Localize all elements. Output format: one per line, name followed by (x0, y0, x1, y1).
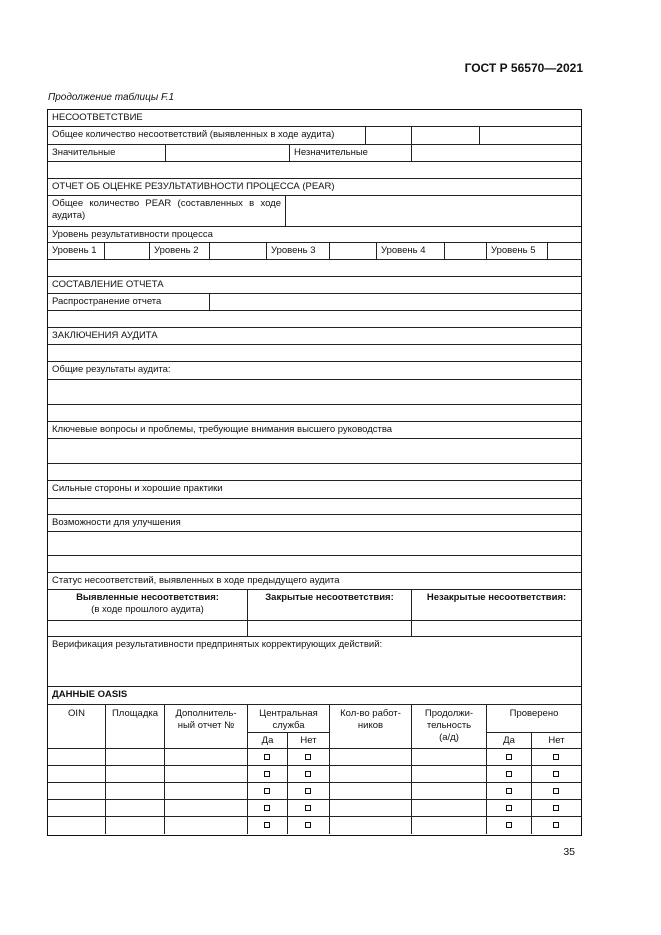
open-nc-value[interactable] (412, 621, 581, 637)
report-distribution-label: Распространение отчета (48, 294, 210, 311)
oasis-cell-verified-yes (487, 766, 532, 783)
checkbox-central-yes[interactable] (264, 822, 270, 828)
oasis-cell-employees[interactable] (330, 817, 412, 834)
level-2-label: Уровень 2 (150, 243, 210, 260)
level-1-value[interactable] (105, 243, 150, 260)
oasis-cell-central-no (288, 800, 330, 817)
checkbox-central-yes[interactable] (264, 805, 270, 811)
oasis-cell-duration[interactable] (412, 749, 487, 766)
checkbox-verified-yes[interactable] (506, 822, 512, 828)
major-nonconformity-label: Значительные (48, 145, 166, 162)
oasis-cell-central-no (288, 766, 330, 783)
closed-nc-header: Закрытые несоответствия: (248, 590, 412, 621)
blank-row (48, 345, 581, 362)
conclusions-heading: ЗАКЛЮЧЕНИЯ АУДИТА (48, 328, 581, 345)
identified-nc-label: Выявленные несоответствия: (76, 592, 219, 603)
oasis-cell-verified-yes (487, 817, 532, 834)
identified-nc-value[interactable] (48, 621, 248, 637)
reporting-heading: СОСТАВЛЕНИЕ ОТЧЕТА (48, 277, 581, 294)
checkbox-verified-no[interactable] (553, 754, 559, 760)
oasis-cell-verified-yes (487, 749, 532, 766)
checkbox-verified-no[interactable] (553, 771, 559, 777)
nonconformity-total-cell-3[interactable] (480, 127, 581, 145)
oasis-cell-duration[interactable] (412, 800, 487, 817)
oasis-cell-oin[interactable] (48, 783, 106, 800)
oasis-cell-employees[interactable] (330, 800, 412, 817)
report-distribution-value[interactable] (210, 294, 581, 311)
closed-nc-value[interactable] (248, 621, 412, 637)
level-3-value[interactable] (330, 243, 377, 260)
level-5-value[interactable] (548, 243, 581, 260)
checkbox-central-no[interactable] (305, 788, 311, 794)
minor-nonconformity-label: Незначительные (290, 145, 412, 162)
pear-heading: ОТЧЕТ ОБ ОЦЕНКЕ РЕЗУЛЬТАТИВНОСТИ ПРОЦЕССА (PEAR) (48, 179, 581, 196)
opportunities-field[interactable] (48, 532, 581, 556)
blank-row (48, 311, 581, 328)
oasis-cell-additional-report[interactable] (165, 800, 248, 817)
oasis-cell-site[interactable] (106, 749, 165, 766)
page-number: 35 (563, 846, 575, 858)
checkbox-central-yes[interactable] (264, 788, 270, 794)
document-standard-number: ГОСТ Р 56570—2021 (464, 61, 583, 75)
oasis-cell-site[interactable] (106, 817, 165, 834)
oasis-cell-duration[interactable] (412, 766, 487, 783)
checkbox-central-no[interactable] (305, 771, 311, 777)
overall-results-label: Общие результаты аудита: (48, 362, 581, 380)
oasis-cell-central-yes (248, 783, 288, 800)
col-central-function-header: Центральная служба (248, 705, 330, 733)
col-oin-header: OIN (48, 705, 106, 749)
checkbox-central-no[interactable] (305, 805, 311, 811)
ca-verification-field[interactable] (48, 637, 581, 687)
nonconformity-heading: НЕСООТВЕТСТВИЕ (48, 110, 581, 127)
key-issues-label: Ключевые вопросы и проблемы, требующие внимания высшего руководства (48, 422, 581, 439)
col-central-no-header: Нет (288, 733, 330, 749)
col-verified-yes-header: Да (487, 733, 532, 749)
level-3-label: Уровень 3 (267, 243, 330, 260)
col-duration-header: Продолжи-тельность (а/д) (412, 705, 487, 749)
level-2-value[interactable] (210, 243, 267, 260)
oasis-cell-central-no (288, 783, 330, 800)
checkbox-verified-no[interactable] (553, 822, 559, 828)
checkbox-central-no[interactable] (305, 822, 311, 828)
oasis-cell-site[interactable] (106, 766, 165, 783)
oasis-cell-verified-no (532, 749, 581, 766)
oasis-cell-verified-no (532, 817, 581, 834)
pear-total-value[interactable] (286, 196, 581, 227)
oasis-cell-central-yes (248, 817, 288, 834)
oasis-cell-oin[interactable] (48, 749, 106, 766)
key-issues-field[interactable] (48, 439, 581, 464)
identified-nc-note: (в ходе прошлого аудита) (91, 604, 204, 615)
col-additional-report-header: Дополнитель-ный отчет № (165, 705, 248, 749)
nonconformity-total-cell-2[interactable] (412, 127, 480, 145)
oasis-cell-additional-report[interactable] (165, 749, 248, 766)
level-4-label: Уровень 4 (377, 243, 445, 260)
ca-verification-label: Верификация результативности предпринятых корректирующих действий: (52, 639, 383, 650)
strengths-label: Сильные стороны и хорошие практики (48, 481, 581, 499)
major-nonconformity-value[interactable] (166, 145, 290, 162)
opportunities-label: Возможности для улучшения (48, 515, 581, 532)
checkbox-central-yes[interactable] (264, 771, 270, 777)
level-1-label: Уровень 1 (48, 243, 105, 260)
oasis-cell-site[interactable] (106, 783, 165, 800)
checkbox-verified-no[interactable] (553, 788, 559, 794)
open-nc-header: Незакрытые несоответствия: (412, 590, 581, 621)
col-central-yes-header: Да (248, 733, 288, 749)
oasis-cell-additional-report[interactable] (165, 817, 248, 834)
oasis-cell-employees[interactable] (330, 783, 412, 800)
oasis-cell-duration[interactable] (412, 783, 487, 800)
audit-report-table (47, 109, 582, 836)
oasis-cell-additional-report[interactable] (165, 766, 248, 783)
oasis-cell-central-no (288, 817, 330, 834)
oasis-cell-additional-report[interactable] (165, 783, 248, 800)
oasis-cell-oin[interactable] (48, 766, 106, 783)
previous-nc-status-label: Статус несоответствий, выявленных в ходе предыдущего аудита (48, 573, 581, 590)
checkbox-verified-yes[interactable] (506, 754, 512, 760)
col-site-header: Площадка (106, 705, 165, 749)
oasis-cell-central-no (288, 749, 330, 766)
level-5-label: Уровень 5 (487, 243, 548, 260)
oasis-cell-central-yes (248, 800, 288, 817)
checkbox-verified-yes[interactable] (506, 771, 512, 777)
level-4-value[interactable] (445, 243, 487, 260)
col-verified-no-header: Нет (532, 733, 581, 749)
checkbox-verified-yes[interactable] (506, 788, 512, 794)
oasis-cell-verified-yes (487, 800, 532, 817)
checkbox-central-no[interactable] (305, 754, 311, 760)
pear-level-heading: Уровень результативности процесса (48, 227, 581, 243)
checkbox-verified-yes[interactable] (506, 805, 512, 811)
blank-row (48, 260, 581, 277)
oasis-cell-verified-yes (487, 783, 532, 800)
blank-row (48, 162, 581, 179)
oasis-heading: ДАННЫЕ OASIS (48, 687, 581, 705)
oasis-cell-employees[interactable] (330, 749, 412, 766)
oasis-cell-verified-no (532, 783, 581, 800)
minor-nonconformity-value[interactable] (412, 145, 581, 162)
col-employees-header: Кол-во работ-ников (330, 705, 412, 749)
pear-total-label: Общее количество PEAR (составленных в ходе аудита) (48, 196, 286, 227)
key-issues-field-2[interactable] (48, 464, 581, 481)
oasis-cell-oin[interactable] (48, 800, 106, 817)
oasis-cell-duration[interactable] (412, 817, 487, 834)
nonconformity-total-value[interactable] (366, 127, 412, 145)
col-verified-header: Проверено (487, 705, 581, 733)
identified-nc-header (48, 590, 248, 621)
oasis-cell-verified-no (532, 766, 581, 783)
oasis-cell-oin[interactable] (48, 817, 106, 834)
overall-results-field-2[interactable] (48, 405, 581, 422)
oasis-cell-site[interactable] (106, 800, 165, 817)
checkbox-verified-no[interactable] (553, 805, 559, 811)
nonconformity-total-label: Общее количество несоответствий (выявленных в ходе аудита) (48, 127, 366, 145)
strengths-field[interactable] (48, 499, 581, 515)
table-caption: Продолжение таблицы F.1 (48, 92, 175, 103)
overall-results-field[interactable] (48, 380, 581, 405)
oasis-cell-central-yes (248, 749, 288, 766)
checkbox-central-yes[interactable] (264, 754, 270, 760)
oasis-cell-employees[interactable] (330, 766, 412, 783)
oasis-cell-central-yes (248, 766, 288, 783)
opportunities-field-2[interactable] (48, 556, 581, 573)
oasis-cell-verified-no (532, 800, 581, 817)
